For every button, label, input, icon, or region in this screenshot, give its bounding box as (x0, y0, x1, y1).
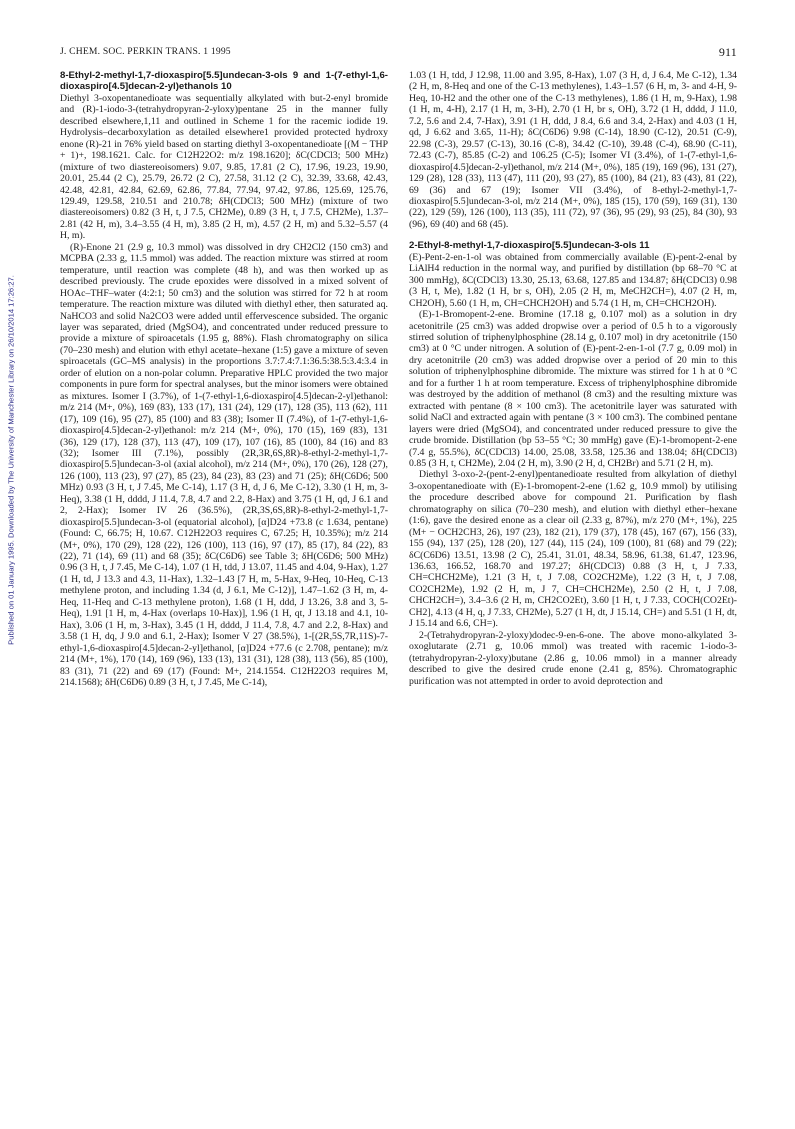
paragraph: 2-(Tetrahydropyran-2-yloxy)dodec-9-en-6-one. The above mono-alkylated 3-oxoglutarate (2.71 g, 10.06 mmol) was treated with racemic 1-iodo-3-(tetrahydropyran-2-yloxy)butane (2.86 g, 10.06 mmol) in a manner already described to give the desired crude enone (2.41 g, 85%). Chromatographic purification was not attempted in order to avoid deprotection and (409, 629, 737, 687)
left-column (60, 70, 388, 688)
download-notice-text: Published on 01 January 1995. Downloaded by The University of Manchester Library on 26/10/2014 17:26:27. (6, 275, 16, 645)
running-header (60, 46, 737, 60)
journal-citation: J. CHEM. SOC. PERKIN TRANS. 1 1995 (60, 46, 231, 57)
paragraph: 1.03 (1 H, tdd, J 12.98, 11.00 and 3.95, 8-Hax), 1.07 (3 H, d, J 6.4, Me C-12), 1.34 (2 H, m, 8-Heq and one of the C-13 methylenes), 1.43–1.57 (6 H, m, 3- and 4-H, 9-Heq, 10-H2 and the other one of the C-13 methylenes), 1.86 (1 H, m, 9-Hax), 1.98 (1 H, m, 4-H), 2.17 (1 H, m, 3-H), 2.70 (1 H, br s, OH), 3.72 (1 H, dddd, J 11.0, 7.2, 5.6 and 2.4, 7-Hax), 3.91 (1 H, ddd, J 8.4, 6.6 and 3.4, 2-Hax) and 4.03 (1 H, qd, J 6.62 and 3.65, 11-H); δC(C6D6) 9.98 (C-14), 18.90 (C-12), 20.51 (C-9), 22.98 (C-3), 29.57 (C-13), 30.16 (C-8), 34.42 (C-10), 39.48 (C-4), 68.90 (C-11), 72.43 (C-7), 85.85 (C-2) and 106.25 (C-5); Isomer VI (3.4%), of 1-(7-ethyl-1,6-dioxaspiro[4.5]decan-2-yl)ethanol, m/z 214 (M+, 0%), 185 (19), 169 (96), 131 (27), 129 (28), 128 (33), 113 (47), 111 (20), 93 (27), 85 (100), 84 (21), 83 (43), 81 (22), 69 (36) and 67 (19); Isomer VII (3.4%), of 8-ethyl-2-methyl-1,7-dioxaspiro[5.5]undecan-3-ol, m/z 214 (M+, 0%), 185 (15), 170 (59), 169 (31), 130 (22), 129 (59), 126 (100), 113 (35), 111 (72), 97 (36), 95 (29), 93 (25), 84 (30), 93 (96), 69 (40) and 68 (45). (409, 70, 737, 230)
paragraph: (E)-Pent-2-en-1-ol was obtained from commercially available (E)-pent-2-enal by LiAlH4 reduction in the normal way, and purified by distillation (bp 68–70 °C at 300 mmHg), δC(CDCl3) 13.30, 25.13, 63.68, 127.85 and 134.87; δH(CDCl3) 0.98 (3 H, t, Me), 1.82 (1 H, br s, OH), 2.05 (2 H, m, MeCH2CH=), 4.07 (2 H, m, CH2OH), 5.60 (1 H, m, CH=CHCH2OH) and 5.74 (1 H, m, CH=CHCH2OH). (409, 251, 737, 309)
paragraph: (R)-Enone 21 (2.9 g, 10.3 mmol) was dissolved in dry CH2Cl2 (150 cm3) and MCPBA (2.33 g, 11.5 mmol) was added. The reaction mixture was stirred at room temperature, until reaction was complete (48 h), and was then worked up as described previously. The crude epoxides were dissolved in a mixed solvent of HOAc–THF–water (4:2:1; 50 cm3) and the solution was stirred for 72 h at room temperature. The reaction mixture was diluted with diethyl ether, then saturated aq. NaHCO3 and solid Na2CO3 were added until effervescence subsided. The organic layer was separated, dried (MgSO4), and concentrated under reduced pressure to provide a mixture of spiroacetals (1.95 g, 88%). Flash chromatography on silica (70–230 mesh) and elution with ethyl acetate–hexane (1:5) gave a mixture of seven spiroacetals (GC–MS analysis) in the proportions 3.7:7.4:7.1:36.5:38.5:3.4:3.4 in order of elution on a non-polar column. Preparative HPLC provided the two major components in pure form for spectral analyses, but the minor isomers were obtained as mixtures. Isomer I (3.7%), of 1-(7-ethyl-1,6-dioxaspiro[4.5]decan-2-yl)ethanol: m/z 214 (M+, 0%), 169 (83), 133 (17), 131 (24), 129 (17), 128 (35), 113 (62), 111 (17), 109 (16), 95 (27), 85 (100) and 83 (38); Isomer II (7.4%), of 1-(7-ethyl-1,6-dioxaspiro[4.5]decan-2-yl)ethanol: m/z 214 (M+, 0%), 170 (15), 169 (83), 131 (36), 129 (17), 128 (37), 113 (47), 109 (17), 107 (16), 85 (100), 84 (16) and 83 (32); Isomer III (7.1%), possibly (2R,3R,6S,8R)-8-ethyl-2-methyl-1,7-dioxaspiro[5.5]undecan-3-ol (axial alcohol), m/z 214 (M+, 0%), 170 (26), 128 (27), 126 (100), 113 (23), 97 (27), 85 (23), 84 (23), 83 (23) and 71 (25); δH(C6D6; 500 MHz) 0.93 (3 H, t, J 7.45, Me C-14), 1.17 (3 H, d, J 6, Me C-12), 3.30 (1 H, m, 3-Heq), 3.38 (1 H, dddd, J 11.4, 7.8, 4.7 and 2.2, 8-Hax) and 3.75 (1 H, qd, J 6.1 and 2, 2-Hax); Isomer IV 26 (36.5%), (2R,3S,6S,8R)-8-ethyl-2-methyl-1,7-dioxaspiro[5.5]undecan-3-ol (equatorial alcohol), [α]D24 +73.8 (c 1.634, pentane) (Found: C, 66.75; H, 10.67. C12H22O3 requires C, 67.25; H, 10.35%); m/z 214 (M+, 0%), 170 (29), 128 (22), 126 (100), 113 (16), 97 (17), 85 (17), 84 (22), 83 (22), 71 (14), 69 (11) and 68 (35); δC(C6D6) see Table 3; δH(C6D6; 500 MHz) 0.96 (3 H, t, J 7.45, Me C-14), 1.07 (1 H, tdd, J 13.07, 11.45 and 4.04, 9-Hax), 1.27 (1 H, td, J 13.3 and 4.3, 11-Hax), 1.32–1.43 [7 H, m, 5-Hax, 9-Heq, 10-Heq, C-13 methylene proton, and including 1.34 (d, J 6.1, Me C-12)], 1.47–1.62 (3 H, m, 4-Heq, 11-Heq and C-13 methylene proton), 1.68 (1 H, ddd, J 13.26, 3.8 and 3, 5-Heq), 1.91 [1 H, m, 4-Hax (overlaps 10-Hax)], 1.96 (1 H, qt, J 13.18 and 4.1, 10-Hax), 3.06 (1 H, m, 3-Hax), 3.45 (1 H, dddd, J 11.4, 7.8, 4.7 and 2.2, 8-Hax) and 3.58 (1 H, dq, J 9.0 and 6.1, 2-Hax); Isomer V 27 (38.5%), 1-[(2R,5S,7R,11S)-7-ethyl-1,6-dioxaspiro[4.5]decan-2-yl]ethanol, [α]D24 +77.6 (c 2.708, pentane); m/z 214 (M+, 1%), 170 (14), 169 (96), 133 (13), 131 (31), 128 (38), 113 (56), 85 (100), 83 (31), 71 (22) and 69 (17) (Found: M+, 214.1554. C12H22O3 requires M, 214.1568); δH(C6D6) 0.89 (3 H, t, J 7.45, Me C-14), (60, 241, 388, 689)
paragraph: Diethyl 3-oxopentanedioate was sequentially alkylated with but-2-enyl bromide and (R)-1-iodo-3-(tetrahydropyran-2-yloxy)pentane 25 in the manner fully described elsewhere,1,11 and outlined in Scheme 1 for the racemic iodide 19. Hydrolysis–decarboxylation as detailed elsewhere1 provided protected hydroxy enone (R)-21 in 76% yield based on starting diethyl 3-oxopentanedioate [(M − THP + 1)+, 198.1621. Calc. for C12H22O2: m/z 198.1620]; δC(CDCl3; 500 MHz) (mixture of two diastereoisomers) 9.07, 9.85, 17.81 (2 C), 17.96, 19.23, 19.90, 20.01, 25.44 (2 C), 25.79, 26.72 (2 C), 27.58, 31.12 (2 C), 32.39, 33.68, 42.43, 42.48, 42.81, 42.84, 62.69, 62.86, 77.84, 77.94, 97.42, 97.86, 125.69, 125.76, 129.49, 129.58, 210.51 and 210.78; δH(CDCl3; 500 MHz) (mixture of two diastereoisomers) 0.82 (3 H, t, J 7.5, CH2Me), 0.89 (3 H, t, J 7.5, CH2Me), 1.37–2.81 (42 H, m), 3.4–3.55 (4 H, m), 3.85 (2 H, m), 4.57 (2 H, m) and 5.32–5.57 (4 H, m). (60, 92, 388, 242)
page-number: 911 (718, 45, 737, 59)
paragraph: Diethyl 3-oxo-2-(pent-2-enyl)pentanedioate resulted from alkylation of diethyl 3-oxopentanedioate with (E)-1-bromopent-2-ene (1.62 g, 10.9 mmol) by utilising the procedure described above for compound 21. Purification by flash chromatography on silica (70–230 mesh), and elution with diethyl ether–hexane (1:6), gave the desired enone as a clear oil (2.33 g, 87%), m/z 270 (M+, 1%), 225 (M+ − OCH2CH3, 26), 197 (23), 182 (21), 179 (37), 178 (45), 167 (67), 156 (33), 155 (94), 137 (25), 128 (20), 127 (44), 115 (24), 109 (100), 81 (68) and 79 (22); δC(C6D6) 13.51, 13.98 (2 C), 25.41, 31.01, 48.34, 58.96, 61.38, 61.47, 123.96, 136.63, 166.52, 168.70 and 197.27; δH(CDCl3) 0.88 (3 H, t, J 7.33, CH=CHCH2Me), 1.21 (3 H, t, J 7.08, CO2CH2Me), 1.22 (3 H, t, J 7.08, CO2CH2Me), 1.92 (2 H, m, J 7, CH=CHCH2Me), 2.50 (2 H, t, J 7.08, CHCH2CH=), 3.4–3.6 (2 H, m, CH2CO2Et), 3.60 [1 H, t, J 7.33, COCH(CO2Et)-CH2], 4.13 (4 H, q, J 7.33, CH2Me), 5.27 (1 H, dt, J 15.14, CH=) and 5.51 (1 H, dt, J 15.14 and 6.6, CH=). (409, 469, 737, 630)
download-notice (3, 120, 16, 920)
section-heading: 8-Ethyl-2-methyl-1,7-dioxaspiro[5.5]undecan-3-ols 9 and 1-(7-ethyl-1,6-dioxaspiro[4.5]decan-2-yl)ethanols 10 (60, 70, 388, 93)
section-heading: 2-Ethyl-8-methyl-1,7-dioxaspiro[5.5]undecan-3-ols 11 (409, 240, 650, 252)
right-column (409, 70, 737, 687)
paragraph: (E)-1-Bromopent-2-ene. Bromine (17.18 g, 0.107 mol) as a solution in dry acetonitrile (25 cm3) was added dropwise over a period of 0.5 h to a vigorously stirred solution of triphenylphosphine (28.14 g, 0.107 mol) in dry acetonitrile (150 cm3) at 0 °C under nitrogen. A solution of (E)-pent-2-en-1-ol (7.7 g, 0.09 mol) in dry acetonitrile (20 cm3) was added dropwise over a period of 20 min to this solution of triphenylphosphine dibromide. The mixture was stirred for 1 h at 0 °C and for a further 1 h at room temperature. Excess of triphenylphosphine dibromide was destroyed by the addition of methanol (8 cm3) and the resulting mixture was extracted with pentane (8 × 100 cm3). The acetonitrile layer was saturated with solid NaCl and extracted again with pentane (3 × 100 cm3). The combined pentane layers were dried (MgSO4), and concentrated under reduced pressure to give the crude bromide. Distillation (bp 53–55 °C; 30 mmHg) gave (E)-1-bromopent-2-ene (7.4 g, 55.5%), δC(CDCl3) 14.00, 25.08, 33.58, 125.36 and 138.04; δH(CDCl3) 0.85 (3 H, t, CH2Me), 2.04 (2 H, m), 3.90 (2 H, d, CH2Br) and 5.71 (2 H, m). (409, 309, 737, 469)
